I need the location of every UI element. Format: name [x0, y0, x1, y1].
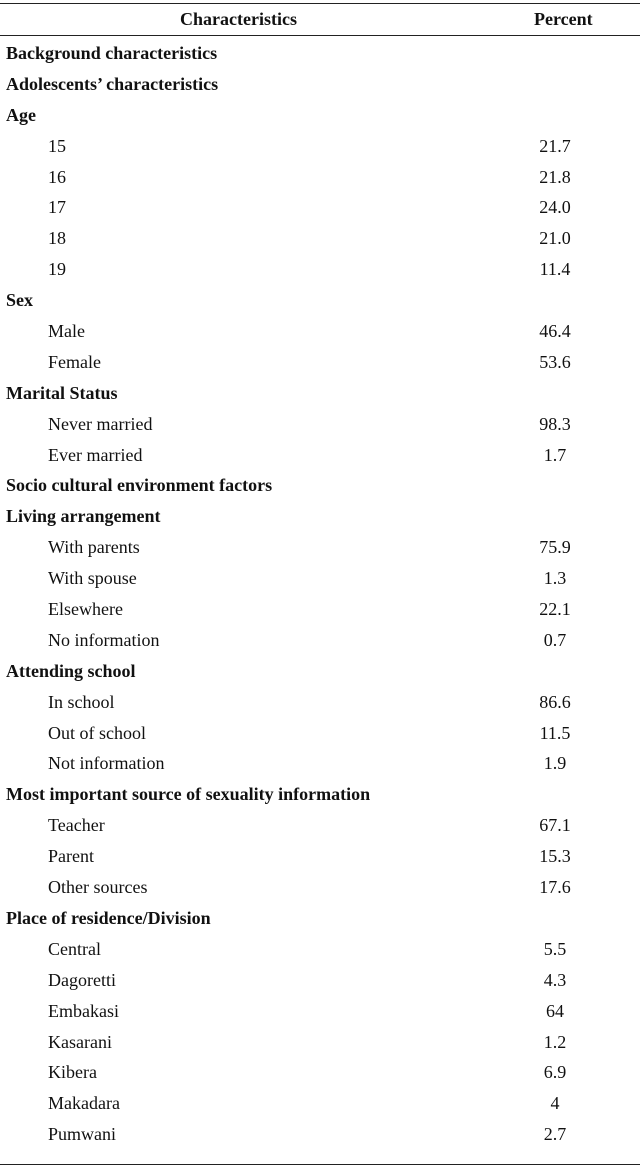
- table-row: [0, 162, 640, 193]
- row-percent: 21.7: [539, 135, 571, 156]
- table-row: [0, 192, 640, 223]
- row-label: Elsewhere: [48, 599, 123, 620]
- section-heading: Attending school: [6, 660, 136, 681]
- table-header-rule: [0, 35, 640, 36]
- table-row: [0, 625, 640, 656]
- row-label: Kibera: [48, 1062, 97, 1083]
- row-percent: 75.9: [539, 537, 571, 558]
- section-heading: Most important source of sexuality information: [6, 784, 371, 805]
- section-heading: Sex: [6, 290, 33, 311]
- row-label: Male: [48, 321, 85, 342]
- table-row: [0, 409, 640, 440]
- row-percent: 22.1: [539, 599, 571, 620]
- table-header-row: [0, 3, 640, 35]
- section-heading-row: [0, 285, 640, 316]
- row-percent: 1.9: [543, 753, 567, 774]
- section-heading-row: [0, 903, 640, 934]
- section-heading: Age: [6, 104, 36, 125]
- section-heading-row: [0, 470, 640, 501]
- row-percent: 24.0: [539, 197, 571, 218]
- row-percent: 5.5: [543, 938, 567, 959]
- table-row: [0, 1027, 640, 1058]
- row-percent: 11.4: [539, 259, 571, 280]
- row-label: 19: [48, 259, 66, 280]
- table-row: [0, 532, 640, 563]
- table-row: [0, 1088, 640, 1119]
- header-characteristics: Characteristics: [180, 9, 297, 29]
- row-percent: 17.6: [539, 877, 571, 898]
- section-heading-row: [0, 69, 640, 100]
- row-label: 16: [48, 166, 66, 187]
- section-heading-row: [0, 100, 640, 131]
- row-percent: 6.9: [543, 1062, 567, 1083]
- table-row: [0, 254, 640, 285]
- row-label: Makadara: [48, 1093, 120, 1114]
- row-percent: 67.1: [539, 815, 571, 836]
- row-label: Kasarani: [48, 1031, 112, 1052]
- table-row: [0, 223, 640, 254]
- table-row: [0, 440, 640, 471]
- row-label: Teacher: [48, 815, 105, 836]
- row-percent: 0.7: [543, 629, 567, 650]
- section-heading-row: [0, 378, 640, 409]
- table-row: [0, 872, 640, 903]
- table-body: [0, 38, 640, 1150]
- section-heading-row: [0, 656, 640, 687]
- row-percent: 4: [550, 1093, 560, 1114]
- row-label: No information: [48, 629, 160, 650]
- row-percent: 53.6: [539, 351, 571, 372]
- table-row: [0, 996, 640, 1027]
- table-row: [0, 563, 640, 594]
- row-percent: 4.3: [543, 969, 567, 990]
- section-heading-row: [0, 501, 640, 532]
- row-label: Other sources: [48, 877, 148, 898]
- row-percent: 21.0: [539, 228, 571, 249]
- table-row: [0, 131, 640, 162]
- section-heading-row: [0, 38, 640, 69]
- row-percent: 1.7: [543, 444, 567, 465]
- row-percent: 46.4: [539, 321, 571, 342]
- row-label: 18: [48, 228, 66, 249]
- table-row: [0, 1119, 640, 1150]
- section-heading: Place of residence/Division: [6, 907, 211, 928]
- row-label: Out of school: [48, 722, 146, 743]
- row-percent: 15.3: [539, 846, 571, 867]
- row-percent: 2.7: [543, 1124, 567, 1145]
- row-percent: 21.8: [539, 166, 571, 187]
- row-percent: 86.6: [539, 691, 571, 712]
- section-heading: Adolescents’ characteristics: [6, 73, 219, 94]
- table-row: [0, 748, 640, 779]
- row-percent: 1.3: [543, 568, 567, 589]
- table-row: [0, 841, 640, 872]
- table-row: [0, 718, 640, 749]
- row-label: Central: [48, 938, 101, 959]
- table-bottom-rule: [0, 1164, 640, 1165]
- row-label: In school: [48, 691, 115, 712]
- row-label: Dagoretti: [48, 969, 116, 990]
- section-heading-row: [0, 779, 640, 810]
- table-row: [0, 1057, 640, 1088]
- table-row: [0, 934, 640, 965]
- row-percent: 98.3: [539, 413, 571, 434]
- table-row: [0, 594, 640, 625]
- table-row: [0, 965, 640, 996]
- table-row: [0, 316, 640, 347]
- row-label: Never married: [48, 413, 153, 434]
- row-label: Parent: [48, 846, 94, 867]
- header-percent: Percent: [534, 9, 593, 29]
- table-row: [0, 687, 640, 718]
- section-heading: Marital Status: [6, 382, 118, 403]
- row-percent: 64: [546, 1000, 564, 1021]
- row-label: Embakasi: [48, 1000, 119, 1021]
- row-percent: 11.5: [539, 722, 571, 743]
- section-heading: Background characteristics: [6, 43, 218, 63]
- table-row: [0, 347, 640, 378]
- section-heading: Socio cultural environment factors: [6, 475, 273, 496]
- row-label: 17: [48, 197, 66, 218]
- row-label: Ever married: [48, 444, 143, 465]
- section-heading: Living arrangement: [6, 506, 161, 527]
- row-label: Female: [48, 351, 101, 372]
- row-label: Pumwani: [48, 1124, 117, 1145]
- row-label: 15: [48, 135, 66, 156]
- row-percent: 1.2: [543, 1031, 567, 1052]
- row-label: Not information: [48, 753, 165, 774]
- table-row: [0, 810, 640, 841]
- row-label: With spouse: [48, 568, 137, 589]
- row-label: With parents: [48, 537, 140, 558]
